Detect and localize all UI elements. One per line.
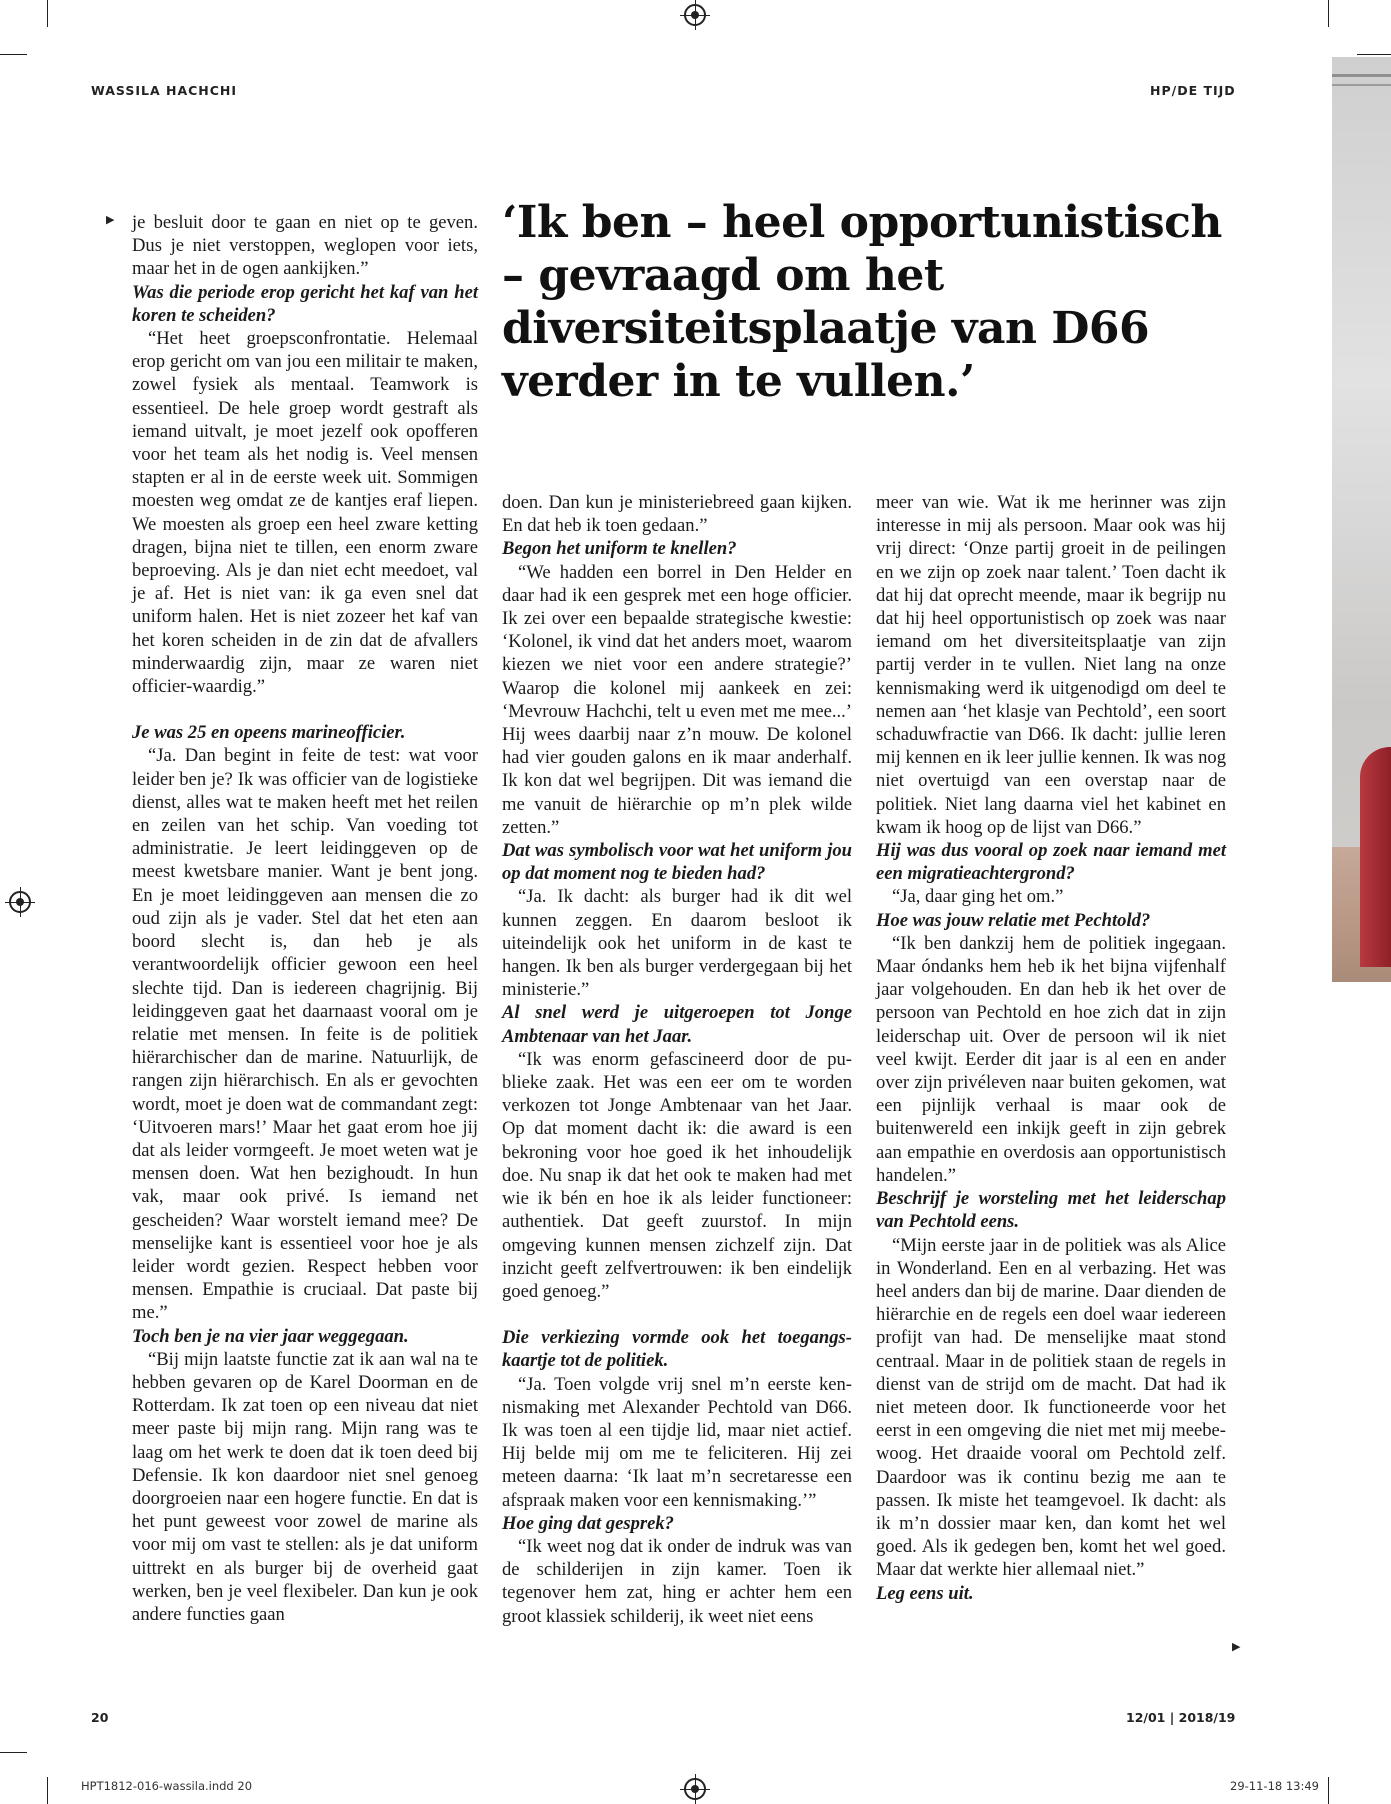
continue-arrow-icon: ▶ [1232,1640,1241,1653]
interview-answer: “Ik ben dankzij hem de politiek ingegaan. Maar óndanks hem heb ik het bijna vijfenhalf jaar volgehouden. En dan heb ik het over de persoon van Pechtold en hoe zich dat in zijn leiderschap uit. Over de persoon wil ik niet veel kwijt. Eerder dit jaar is al een en ander over zijn privéleven naar buiten gekomen, wat een pijnlijk verhaal is maar ook de buitenwereld een inkijk geeft in zijn gebrek aan empathie en overdosis aan opportunistisch handelen.” [876,932,1226,1186]
article-column-1 [132,211,478,1626]
interview-answer: “Ja. Ik dacht: als burger had ik dit wel kunnen zeggen. En daarom besloot ik uiteindelijk ook het uniform in de kast te hangen. Ik ben als burger verdergegaan bij het ministerie.” [502,886,852,1001]
crop-mark [47,1777,48,1804]
interview-question: Je was 25 en opeens marineofficier. [132,722,406,744]
crop-mark [47,0,48,27]
continue-arrow-icon: ▶ [106,213,115,226]
magazine-runhead: HP/DE TIJD [1150,83,1236,98]
interview-answer: “Ik weet nog dat ik onder de indruk was van de schilderijen in zijn kamer. Toen ik tegenover hem zat, hing er achter hem een groot klassiek schilderij, ik weet niet eens [502,1535,852,1627]
interview-answer: “Ja. Dan begint in feite de test: wat voor leider ben je? Ik was officier van de logistieke dienst, alles wat te maken heeft met het reilen en zeilen van het schip. Van voeding tot administratie. Je leert leidinggeven op de meest kwetsbare manier. Want je bent jong. En je moet leidinggeven aan mensen die zo oud zijn als je vader. Stel dat het eten aan boord slecht is, dan heb je als verantwoordelijk officier gewoon een heel slechte tijd. Dan is iedereen chagrijnig. Bij leidinggeven gaat het daarnaast vooral om je relatie met mensen. In feite is de politiek hiërarchischer dan de marine. Natuurlijk, de rangen zijn hiërarchisch. En als er gevochten wordt, moet je doen wat de commandant zegt: ‘Uitvoeren mars!’ Maar het gaat erom hoe jij dat als leider vormgeeft. Je moet weten wat je mensen doen. Wat hen bezighoudt. In hun vak, maar ook privé. Is iemand net gescheiden? Waar worstelt iemand mee? De menselijke kant is essentieel voor hoe je als leider wordt gezien. Respect hebben voor mensen. Empathie is cruciaal. Dat paste bij me.” [132,745,478,1324]
pull-quote: ‘Ik ben – heel opportunistisch – gevraagd om het diversiteitsplaatje van D66 verder in te vullen.’ [502,197,1222,407]
interview-question: Al snel werd je uitgeroepen tot Jonge Ambtenaar van het Jaar. [502,1002,852,1047]
body-paragraph: je besluit door te gaan en niet op te geven. Dus je niet verstoppen, weglopen voor iets, maar het in de ogen aankijken.” [132,212,478,280]
interview-question: Dat was symbolisch voor wat het uniform jou op dat moment nog te bieden had? [502,840,852,885]
interview-answer: “Ja. Toen volgde vrij snel m’n eerste kennismaking met Alexander Pechtold van D66. Ik was toen al een tijdje lid, maar niet actief. Hij belde mij om me te feliciteren. Hij zei meteen daarna: ‘Ik laat m’n secretaresse een afspraak maken voor een kennismaking.’” [502,1373,852,1511]
interview-answer: “Ik was enorm gefascineerd door de publieke zaak. Het was een eer om te worden verkozen tot Jonge Ambtenaar van het Jaar. Op dat moment dacht ik: die award is een bekroning voor hoe goed ik het inhoudelijk doe. Nu snap ik dat het ook te maken had met wie ik bén en hoe ik als leider functioneer: authentiek. Dat geeft zuurstof. In mijn omgeving kunnen mensen zichzelf zijn. Dat inzicht geeft zelfvertrouwen: ik ben eindelijk goed genoeg.” [502,1048,852,1302]
interview-question: Die verkiezing vormde ook het toegangskaartje tot de politiek. [502,1327,852,1372]
interview-answer: “Ja, daar ging het om.” [892,886,1064,908]
article-column-2 [502,491,852,1628]
photo-edge [1332,57,1391,982]
article-column-3 [876,491,1226,1605]
crop-mark [0,54,27,55]
interview-answer: “Het heet groepsconfrontatie. Helemaal erop gericht om van jou een militair te maken, zowel fysiek als mentaal. Teamwork is essentieel. De hele groep wordt gestraft als iemand uitvalt, je moet jezelf ook opofferen voor het team als het nodig is. Veel mensen stapten er al in de eerste week uit. Sommigen moesten weg omdat ze de kantjes eraf liepen. We moesten als groep een heel zware ketting dragen, bijna niet te tillen, een enorm zware beproeving. Als je dan niet echt meedoet, val je af. Het is niet van: ik ga even snel dat uniform halen. Het is niet zozeer het kaf van het koren scheiden in de zin dat de afvallers minderwaardig zijn, maar ze waren niet officier-waardig.” [132,328,478,698]
crop-mark [0,1752,27,1753]
crop-mark [1328,0,1329,27]
body-paragraph: doen. Dan kun je ministeriebreed gaan kijken. En dat heb ik toen gedaan.” [502,492,852,537]
interview-question: Toch ben je na vier jaar weggegaan. [132,1325,409,1347]
interview-question: Leg eens uit. [876,1582,974,1604]
print-timestamp: 29-11-18 13:49 [1230,1779,1319,1793]
interview-question: Hoe ging dat gesprek? [502,1512,674,1534]
interview-question: Hoe was jouw relatie met Pechtold? [876,909,1151,931]
interview-question: Was die periode erop gericht het kaf van het koren te scheiden? [132,281,478,326]
interview-answer: “Mijn eerste jaar in de politiek was als Alice in Wonderland. Een en al verbazing. Het was heel anders dan bij de marine. Daar dienden de hiërarchie en de regels een doel waar iedereen profijt van had. De menselijke maat stond centraal. Maar in de politiek staan de regels in dienst van de strijd om de macht. Dat had ik niet meteen door. Ik functioneerde voor het eerst in een omgeving die niet met mij meebewoog. Het draaide vooral om Pechtold zelf. Daardoor was ik continu bezig me aan te passen. Ik miste het teamgevoel. Ik dacht: als ik m’n dossier maar ken, dan komt het wel goed. Als ik gedegen ben, komt het wel goed. Maar dat werkte hier allemaal niet.” [876,1234,1226,1581]
interview-answer: “We hadden een borrel in Den Helder en daar had ik een gesprek met een hoge officier. Ik zei over een bepaalde strategische kwestie: ‘Kolonel, ik vind dat het anders moet, waarom kiezen we niet voor een andere strategie?’ Waarop die kolonel mij aankeek en zei: ‘Mevrouw Hachchi, telt u even met me mee...’ Hij wees daarbij naar z’n mouw. De kolonel had vier gouden galons en ik maar anderhalf. Ik kon dat wel begrijpen. Dit was iemand die me vanuit de hiërarchie op m’n plek wilde zetten.” [502,561,852,838]
registration-mark-icon [684,1778,706,1800]
issue-number: 12/01 | 2018/19 [1126,1710,1236,1725]
file-slug: HPT1812-016-wassila.indd 20 [81,1779,253,1793]
interview-question: Beschrijf je worsteling met het leiderschap van Pechtold eens. [876,1188,1226,1233]
registration-mark-icon [9,891,31,913]
registration-mark-icon [684,4,706,26]
interview-answer: “Bij mijn laatste functie zat ik aan wal na te hebben gevaren op de Karel Doorman en de Rotterdam. Ik zat toen op een niveau dat niet meer paste bij mijn rang. Mijn rang was te laag om het werk te doen dat ik toen deed bij Defensie. Ik kon daardoor niet snel genoeg doorgroeien naar een hogere functie. En dat is het punt geweest voor zowel de marine als voor mij om vast te stellen: als je dat uniform uittrekt en als burger bij de overheid gaat werken, ben je veel flexibeler. Dan kun je ook andere functies gaan [132,1348,478,1625]
body-paragraph: meer van wie. Wat ik me herinner was zijn interesse in mij als persoon. Maar ook was hij vrij direct: ‘Onze partij groeit in de peilingen en we zijn op zoek naar talent.’ Toen dacht ik dat hij dat oprecht meende, maar ik begrijp nu dat hij heel opportunistisch op zoek was naar iemand om het diversiteitsplaatje van zijn partij verder in te vullen. Niet lang na onze kennismaking werd ik uitgenodigd om deel te nemen aan ‘het klasje van Pechtold’, een soort schaduwfractie van D66. Ik dacht: jullie leren mij kennen en ik leer jullie kennen. Ik was nog niet overtuigd van een overstap naar de politiek. Niet lang daarna viel het kabinet en kwam ik hoog op de lijst van D66.” [876,492,1226,838]
interview-question: Hij was dus vooral op zoek naar iemand met een migratieachtergrond? [876,840,1226,885]
crop-mark [1328,1777,1329,1804]
interview-question: Begon het uniform te knellen? [502,538,737,560]
crop-mark [1357,54,1391,55]
author-runhead: WASSILA HACHCHI [91,83,238,98]
page-number: 20 [91,1710,109,1725]
